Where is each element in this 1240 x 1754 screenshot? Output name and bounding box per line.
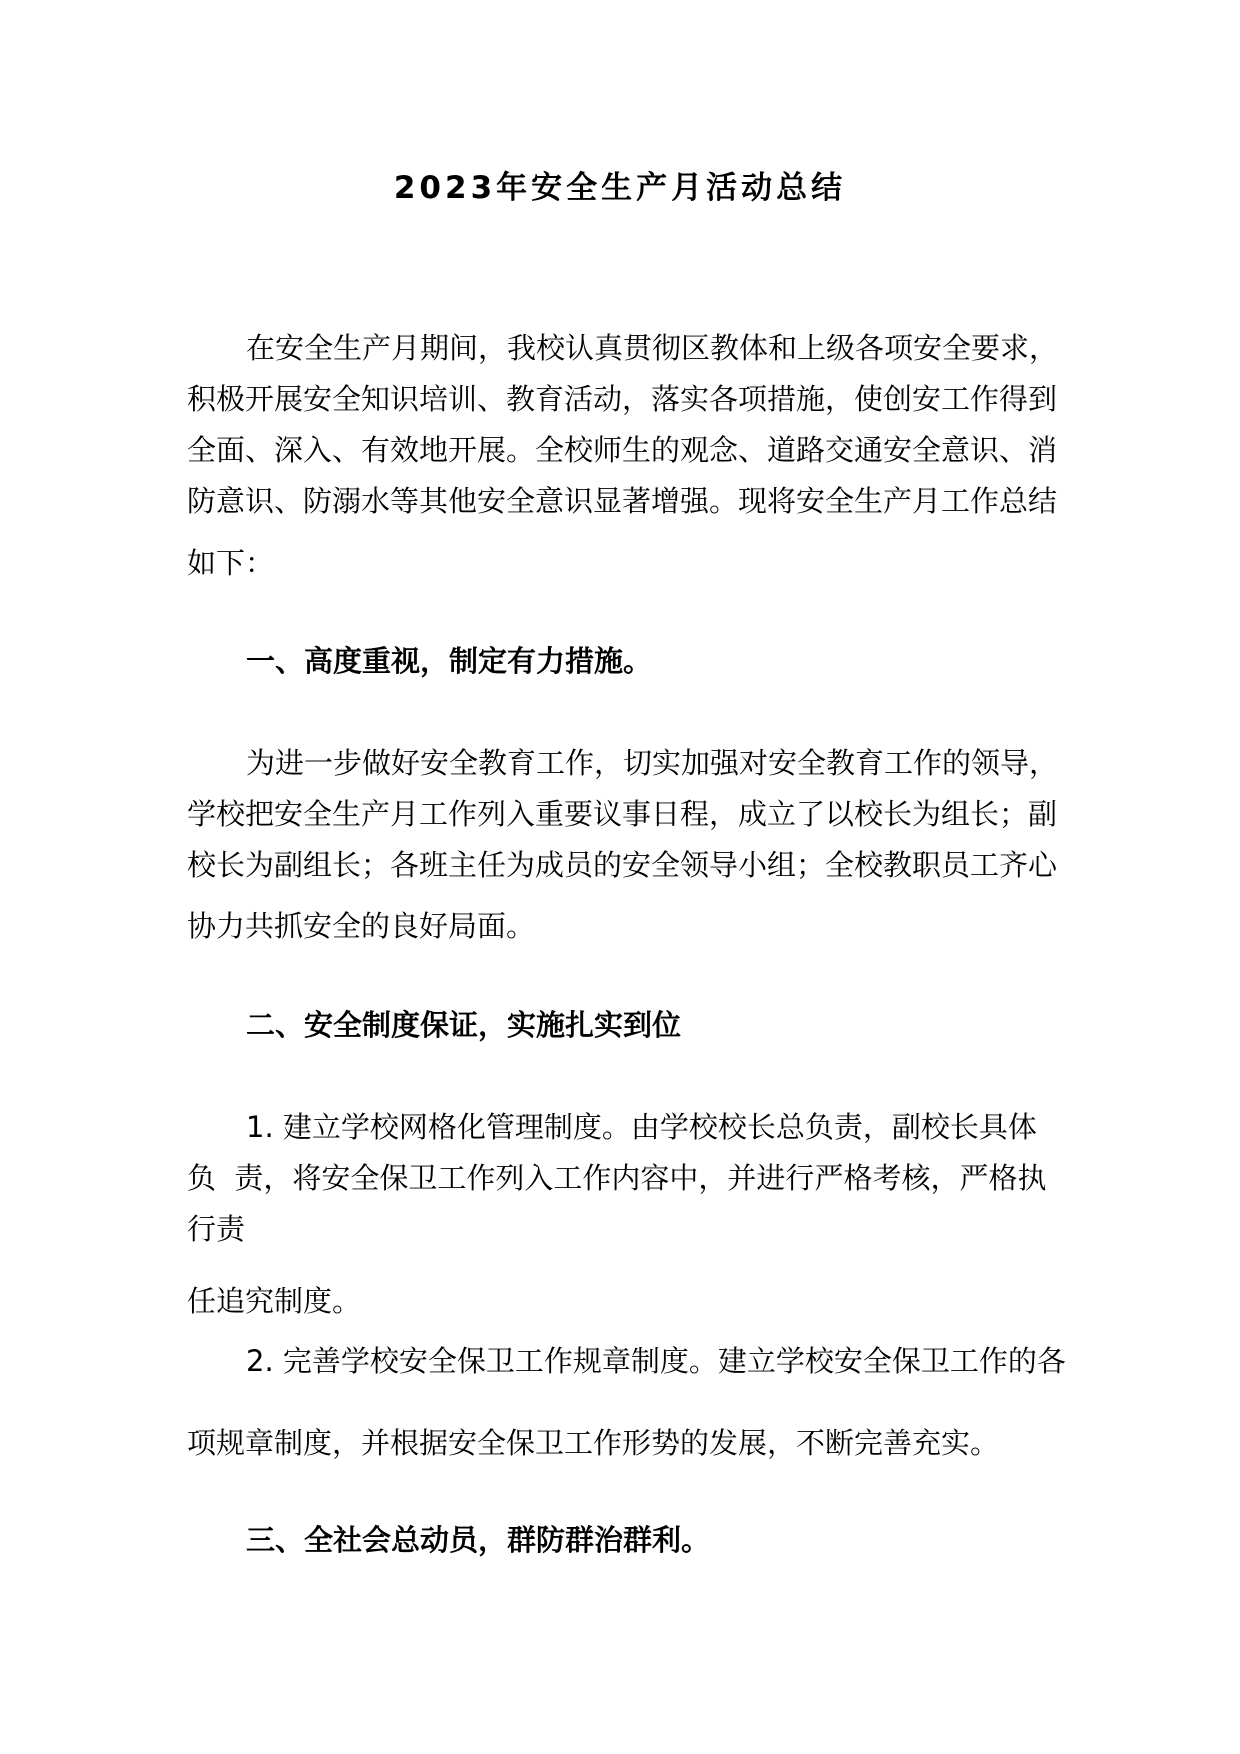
section2-heading: 二、安全制度保证，实施扎实到位 [246, 1008, 682, 1042]
section2-line-3: 行责 [187, 1212, 246, 1246]
document-title: 2023年安全生产月活动总结 [393, 170, 847, 206]
section1-line-2: 学校把安全生产月工作列入重要议事日程，成立了以校长为组长；副 [187, 797, 1058, 831]
section2-line-5: 2. 完善学校安全保卫工作规章制度。建立学校安全保卫工作的各 [246, 1344, 1066, 1378]
section2-line-2: 负 责，将安全保卫工作列入工作内容中，并进行严格考核，严格执 [187, 1161, 1047, 1195]
intro-line-1: 在安全生产月期间，我校认真贯彻区教体和上级各项安全要求， [246, 331, 1059, 365]
section1-line-3: 校长为副组长；各班主任为成员的安全领导小组；全校教职员工齐心 [187, 848, 1058, 882]
intro-line-3: 全面、深入、有效地开展。全校师生的观念、道路交通安全意识、消 [187, 433, 1058, 467]
intro-line-4: 防意识、防溺水等其他安全意识显著增强。现将安全生产月工作总结 [187, 484, 1058, 518]
section2-line-4: 任追究制度。 [187, 1284, 362, 1318]
section1-heading: 一、高度重视，制定有力措施。 [246, 644, 653, 678]
intro-line-2: 积极开展安全知识培训、教育活动，落实各项措施，使创安工作得到 [187, 382, 1058, 416]
section2-line-1: 1. 建立学校网格化管理制度。由学校校长总负责，副校长具体 [246, 1110, 1037, 1144]
intro-line-5: 如下： [187, 546, 275, 580]
section2-line-6: 项规章制度，并根据安全保卫工作形势的发展，不断完善充实。 [187, 1426, 1000, 1460]
section3-heading: 三、全社会总动员，群防群治群利。 [246, 1523, 711, 1557]
section1-line-1: 为进一步做好安全教育工作，切实加强对安全教育工作的领导， [246, 746, 1059, 780]
section1-line-4: 协力共抓安全的良好局面。 [187, 909, 536, 943]
